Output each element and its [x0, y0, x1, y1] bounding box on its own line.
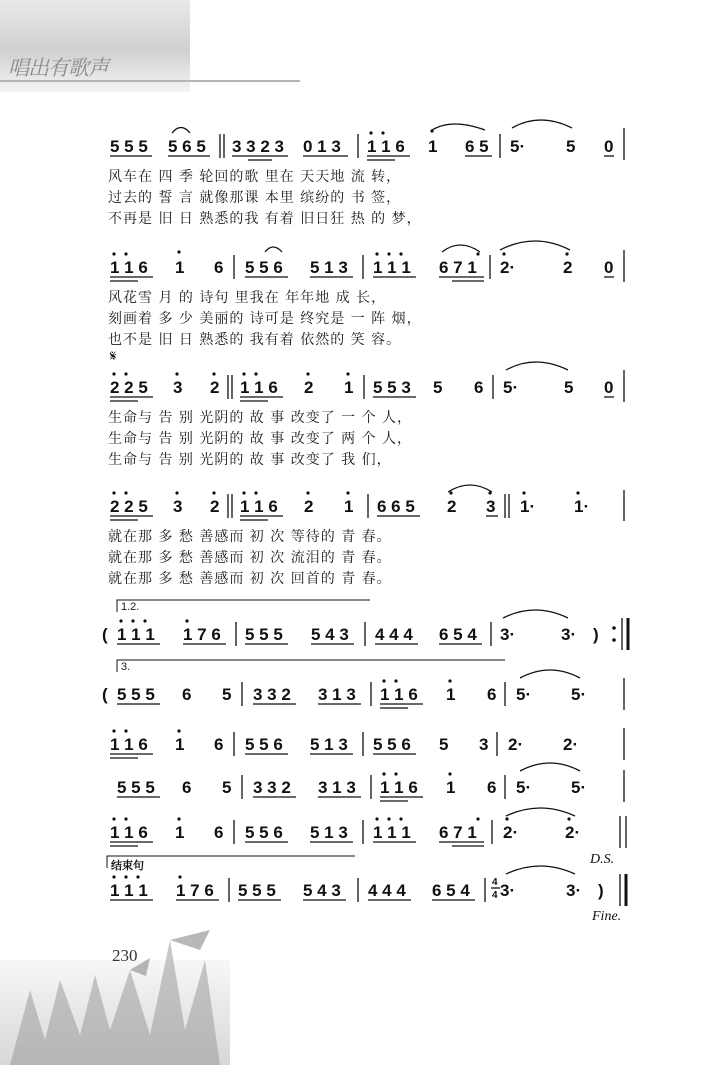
- lyric-line: 就在那 多 愁 善感而 初 次 等待的 青 春。: [108, 529, 392, 545]
- note-group: 0: [604, 137, 614, 156]
- note-group: 3 3 2: [253, 685, 291, 704]
- note-group: 5 4 3: [311, 625, 349, 644]
- note-group: 6: [182, 778, 192, 797]
- note-group: 2: [210, 378, 220, 397]
- note-group: 4 4 4: [375, 625, 413, 644]
- note-group: 1 7 6: [176, 881, 214, 900]
- note-group: 6: [214, 258, 224, 277]
- lyric-line: 就在那 多 愁 善感而 初 次 回首的 青 春。: [108, 571, 392, 587]
- note-group: 3: [173, 497, 183, 516]
- note-group: 5 5 5: [245, 625, 283, 644]
- note-group: 1 7 6: [183, 625, 221, 644]
- note-group: 6 5 4: [432, 881, 470, 900]
- note-group: 1 1 1: [373, 258, 411, 277]
- row-9-dots: [112, 817, 570, 820]
- row-8: [117, 778, 586, 797]
- header-logo: 唱出有歌声: [8, 56, 108, 80]
- note-group: ): [598, 881, 604, 900]
- ending-bracket: [107, 856, 355, 868]
- note-group: 2: [210, 497, 220, 516]
- volta-bracket-3: [117, 660, 505, 672]
- note-group: 5: [222, 778, 232, 797]
- note-group: 1 1 6: [240, 378, 278, 397]
- note-group: 2: [447, 497, 457, 516]
- note-group: 3·: [566, 881, 582, 900]
- note-group: 2: [304, 497, 314, 516]
- note-group: 5 5 6: [373, 735, 411, 754]
- row-10: [110, 881, 604, 900]
- ending-label: 结束句: [111, 859, 144, 872]
- note-group: 6: [214, 823, 224, 842]
- row-8-marks: [117, 763, 624, 802]
- note-group: 1: [446, 685, 456, 704]
- note-group: 1·: [574, 497, 590, 516]
- note-group: 1 1 1: [110, 881, 148, 900]
- row-4-marks: [110, 485, 624, 521]
- note-group: 3 3 2 3: [232, 137, 284, 156]
- note-group: 0: [604, 258, 614, 277]
- row-2-marks: [110, 241, 624, 282]
- row-4: [110, 497, 589, 516]
- row-10-dots: [112, 875, 181, 878]
- note-group: 5 1 3: [310, 735, 348, 754]
- note-group: 3 1 3: [318, 778, 356, 797]
- note-group: 2: [304, 378, 314, 397]
- note-group: 2·: [500, 258, 516, 277]
- ds-marking: D.S.: [590, 852, 615, 867]
- note-group: 5: [564, 378, 574, 397]
- note-group: 5 5 5: [117, 685, 155, 704]
- note-group: 3 3 2: [253, 778, 291, 797]
- row-1: [110, 137, 613, 156]
- note-group: 0: [604, 378, 614, 397]
- note-group: 5: [222, 685, 232, 704]
- note-group: 5·: [510, 137, 526, 156]
- note-group: 5·: [516, 685, 532, 704]
- note-group: 6 5 4: [439, 625, 477, 644]
- row-3-dots: [112, 372, 349, 375]
- volta-bracket-1: [117, 600, 370, 612]
- note-group: 5: [566, 137, 576, 156]
- note-group: 2·: [563, 735, 579, 754]
- note-group: 3: [479, 735, 489, 754]
- note-group: 5 5 3: [373, 378, 411, 397]
- note-group: 2·: [565, 823, 581, 842]
- note-group: 2: [563, 258, 573, 277]
- lyric-line: 生命与 告 别 光阴的 故 事 改变了 一 个 人，: [108, 410, 413, 426]
- note-group: 1 1 1: [373, 823, 411, 842]
- note-group: 5 4 3: [303, 881, 341, 900]
- note-group: 6 7 1: [439, 823, 477, 842]
- note-group: (: [102, 625, 108, 644]
- note-group: 2·: [503, 823, 519, 842]
- note-group: 5: [439, 735, 449, 754]
- note-group: 1 1 6: [110, 823, 148, 842]
- note-group: 1: [175, 823, 185, 842]
- volta-label-1: 1.2.: [121, 601, 140, 613]
- note-group: 2 2 5: [110, 497, 148, 516]
- note-group: 4 4 4: [368, 881, 406, 900]
- note-group: 0 1 3: [303, 137, 341, 156]
- note-group: 1: [175, 258, 185, 277]
- note-group: 5·: [503, 378, 519, 397]
- note-group: 1 1 6: [110, 735, 148, 754]
- row-7: [110, 735, 578, 754]
- row-7-dots: [112, 729, 180, 732]
- note-group: 3·: [500, 881, 516, 900]
- note-group: 1 1 6: [380, 778, 418, 797]
- volta-label-3: 3.: [121, 661, 131, 673]
- lyric-line: 也不是 旧 日 熟悉的 我有着 依然的 笑 容。: [108, 332, 402, 348]
- lyric-line: 就在那 多 愁 善感而 初 次 流泪的 青 春。: [108, 550, 392, 566]
- note-group: 5 5 5: [238, 881, 276, 900]
- row-6-dots: [382, 679, 451, 682]
- lyric-line: 刻画着 多 少 美丽的 诗可是 终究是 一 阵 烟，: [108, 311, 422, 327]
- note-group: 1: [344, 497, 354, 516]
- time-signature: [492, 877, 498, 901]
- page-number: 230: [112, 946, 138, 965]
- note-group: 5 5 6: [245, 258, 283, 277]
- note-group: 1 1 6: [380, 685, 418, 704]
- row-2: [110, 258, 613, 277]
- note-group: 5 6 5: [168, 137, 206, 156]
- time-sig-top: 4: [492, 877, 498, 888]
- note-group: 5 5 6: [245, 735, 283, 754]
- note-group: 2 2 5: [110, 378, 148, 397]
- row-3: [110, 378, 613, 397]
- note-group: 1 1 1: [117, 625, 155, 644]
- row-7-marks: [110, 728, 624, 760]
- note-group: 6: [182, 685, 192, 704]
- row-6: [102, 685, 586, 704]
- note-group: 5·: [571, 685, 587, 704]
- lyric-line: 生命与 告 别 光阴的 故 事 改变了 我 们，: [108, 452, 392, 468]
- fine-marking: Fine.: [592, 909, 622, 924]
- note-group: 5 1 3: [310, 823, 348, 842]
- row-8-dots: [382, 772, 451, 775]
- note-group: 3·: [500, 625, 516, 644]
- note-group: 3: [173, 378, 183, 397]
- note-group: 5·: [516, 778, 532, 797]
- row-6-marks: [117, 670, 624, 710]
- note-group: 1: [175, 735, 185, 754]
- note-group: 2·: [508, 735, 524, 754]
- note-group: 5: [433, 378, 443, 397]
- note-group: 1: [428, 137, 438, 156]
- note-group: 6 7 1: [439, 258, 477, 277]
- note-group: (: [102, 685, 108, 704]
- note-group: 1 1 6: [240, 497, 278, 516]
- notes-r1: 5 5 5: [110, 137, 148, 156]
- note-group: 6 5: [465, 137, 489, 156]
- note-group: 6: [487, 685, 497, 704]
- lyric-line: 风花雪 月 的 诗句 里我在 年年地 成 长，: [108, 290, 387, 306]
- row-5: [102, 625, 599, 644]
- note-group: 1·: [520, 497, 536, 516]
- note-group: ): [593, 625, 599, 644]
- note-group: 3·: [561, 625, 577, 644]
- note-group: 1 1 6: [110, 258, 148, 277]
- lyric-line: 生命与 告 别 光阴的 故 事 改变了 两 个 人，: [108, 431, 413, 447]
- note-group: 5·: [571, 778, 587, 797]
- time-sig-bottom: 4: [492, 890, 498, 901]
- row-9-marks: [110, 808, 626, 848]
- row-1-dots: [369, 129, 433, 134]
- segno-icon: 𝄋: [110, 349, 117, 365]
- lyric-line: 风车在 四 季 轮回的歌 里在 天天地 流 转，: [108, 169, 402, 185]
- note-group: 6: [214, 735, 224, 754]
- lyric-line: 过去的 誓 言 就像那课 本里 缤纷的 书 签，: [108, 190, 402, 206]
- note-group: 3: [486, 497, 496, 516]
- row-9: [110, 823, 580, 842]
- row-2-dots: [112, 250, 568, 255]
- note-group: 5 5 5: [117, 778, 155, 797]
- note-group: 1 1 6: [367, 137, 405, 156]
- note-group: 5 1 3: [310, 258, 348, 277]
- note-group: 5 5 6: [245, 823, 283, 842]
- row-3-marks: [110, 362, 624, 402]
- note-group: 6 6 5: [377, 497, 415, 516]
- lyric-line: 不再是 旧 日 熟悉的我 有着 旧日狂 热 的 梦，: [108, 211, 422, 227]
- note-group: 6: [474, 378, 484, 397]
- note-group: 1: [446, 778, 456, 797]
- note-group: 3 1 3: [318, 685, 356, 704]
- note-group: 6: [487, 778, 497, 797]
- note-group: 1: [344, 378, 354, 397]
